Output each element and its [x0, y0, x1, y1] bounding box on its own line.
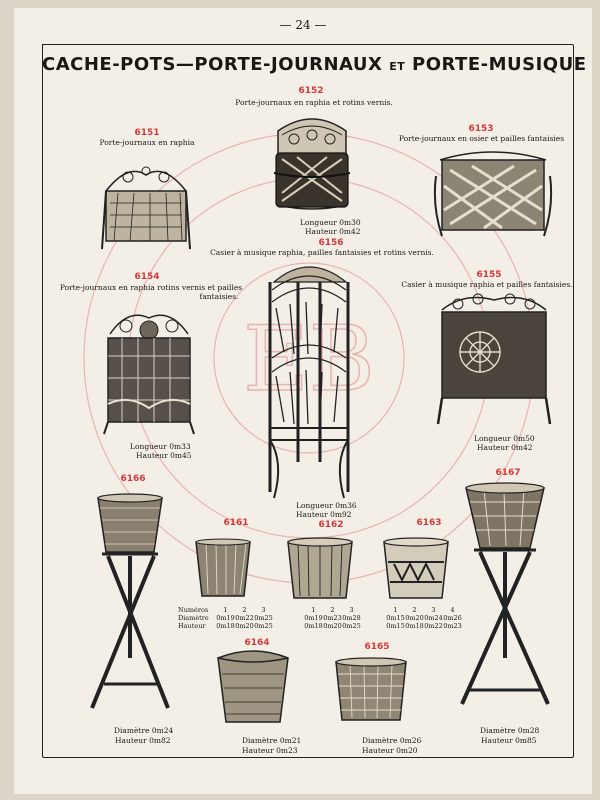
watermark-monogram: EB [243, 307, 375, 412]
caption-6154-line2: fantaisies. [199, 292, 239, 301]
label-numeros: Numéros [178, 606, 209, 614]
item-number-6162: 6162 [318, 520, 344, 530]
cell: 4 [450, 606, 455, 614]
caption-6154-line1: Porte-journaux en raphia rotins vernis et pailles [59, 283, 243, 292]
cell: 0m19 [216, 614, 235, 622]
caption-6155: Casier à musique raphia et pailles fantaisies. [401, 280, 573, 289]
length-6156: Longueur 0m36 [296, 501, 357, 510]
music-rack-6155-illustration [434, 290, 554, 428]
cell: 0m25 [254, 622, 273, 630]
cell: 0m15 [386, 614, 405, 622]
cell: 1 [311, 606, 316, 614]
cell: 0m24 [424, 614, 443, 622]
magazine-rack-6154-illustration [98, 304, 200, 436]
size-table-6162 [304, 606, 361, 630]
caption-6153: Porte-journaux en osier et pailles fantaisies [398, 134, 565, 143]
cell: 0m26 [443, 614, 462, 622]
diameter-6165: Diamètre 0m26 [362, 736, 422, 745]
length-6154: Longueur 0m33 [130, 442, 191, 451]
cell: 0m23 [323, 614, 342, 622]
magazine-rack-6153-illustration [432, 146, 554, 246]
diameter-6167: Diamètre 0m28 [480, 726, 540, 735]
item-number-6166: 6166 [120, 474, 146, 484]
item-number-6154: 6154 [134, 272, 160, 282]
cell: 0m22 [424, 622, 443, 630]
item-number-6156: 6156 [318, 238, 344, 248]
cell: 0m25 [254, 614, 273, 622]
item-number-6163: 6163 [416, 518, 442, 528]
height-6166: Hauteur 0m82 [115, 736, 171, 745]
cell: 0m18 [304, 622, 323, 630]
basket-6163-illustration [380, 534, 452, 602]
music-rack-6156-illustration [254, 262, 364, 502]
magazine-rack-6152-illustration [272, 113, 352, 218]
cell: 0m19 [304, 614, 323, 622]
cell: 0m15 [386, 622, 405, 630]
cell: 0m18 [216, 622, 235, 630]
cell: 3 [431, 606, 436, 614]
basket-6161-illustration [192, 536, 254, 600]
basket-6165-illustration [330, 652, 412, 724]
diameter-6166: Diamètre 0m24 [114, 726, 174, 735]
cell: 0m20 [323, 622, 342, 630]
cell: 0m18 [405, 622, 424, 630]
cell: 2 [330, 606, 335, 614]
height-6165: Hauteur 0m20 [362, 746, 418, 755]
item-number-6152: 6152 [298, 86, 324, 96]
label-diametre: Diamètre [178, 614, 209, 622]
caption-6151: Porte-journaux en raphia [99, 138, 195, 147]
height-6164: Hauteur 0m23 [242, 746, 298, 755]
title-part1: CACHE-POTS—PORTE-JOURNAUX [42, 54, 383, 75]
basket-6162-illustration [284, 534, 356, 602]
item-number-6155: 6155 [476, 270, 502, 280]
height-6152: Hauteur 0m42 [305, 227, 361, 236]
plant-stand-6167-illustration [444, 478, 568, 714]
cell: 1 [223, 606, 228, 614]
item-number-6161: 6161 [223, 518, 249, 528]
height-6154: Hauteur 0m45 [136, 451, 192, 460]
cell: 2 [412, 606, 417, 614]
page-number: — 24 — [279, 18, 327, 32]
height-6156: Hauteur 0m92 [296, 510, 352, 519]
item-number-6153: 6153 [468, 124, 494, 134]
label-hauteur: Hauteur [178, 622, 206, 630]
caption-6156: Casier à musique raphia, pailles fantaisies et rotins vernis. [210, 248, 434, 257]
length-6152: Longueur 0m30 [300, 218, 361, 227]
cell: 0m23 [443, 622, 462, 630]
diameter-6164: Diamètre 0m21 [242, 736, 302, 745]
cell: 3 [261, 606, 266, 614]
cell: 0m25 [342, 622, 361, 630]
height-6167: Hauteur 0m85 [481, 736, 537, 745]
cell: 0m28 [342, 614, 361, 622]
height-6155: Hauteur 0m42 [477, 443, 533, 452]
cell: 0m20 [405, 614, 424, 622]
cell: 1 [393, 606, 398, 614]
cell: 0m22 [235, 614, 254, 622]
cell: 2 [242, 606, 247, 614]
size-table-6163 [386, 606, 462, 630]
plant-stand-6166-illustration [78, 488, 184, 716]
title-et: ET [389, 60, 406, 73]
cell: 3 [349, 606, 354, 614]
magazine-rack-6151-illustration [98, 153, 194, 253]
size-table-6161 [178, 606, 273, 630]
title-part2: PORTE-MUSIQUE [412, 54, 587, 75]
item-number-6167: 6167 [495, 468, 521, 478]
item-number-6164: 6164 [244, 638, 270, 648]
length-6155: Longueur 0m50 [474, 434, 535, 443]
item-number-6151: 6151 [134, 128, 160, 138]
item-number-6165: 6165 [364, 642, 390, 652]
caption-6152: Porte-journaux en raphia et rotins vernis. [235, 98, 393, 107]
basket-6164-illustration [212, 648, 294, 726]
cell: 0m20 [235, 622, 254, 630]
catalog-page [14, 8, 592, 794]
